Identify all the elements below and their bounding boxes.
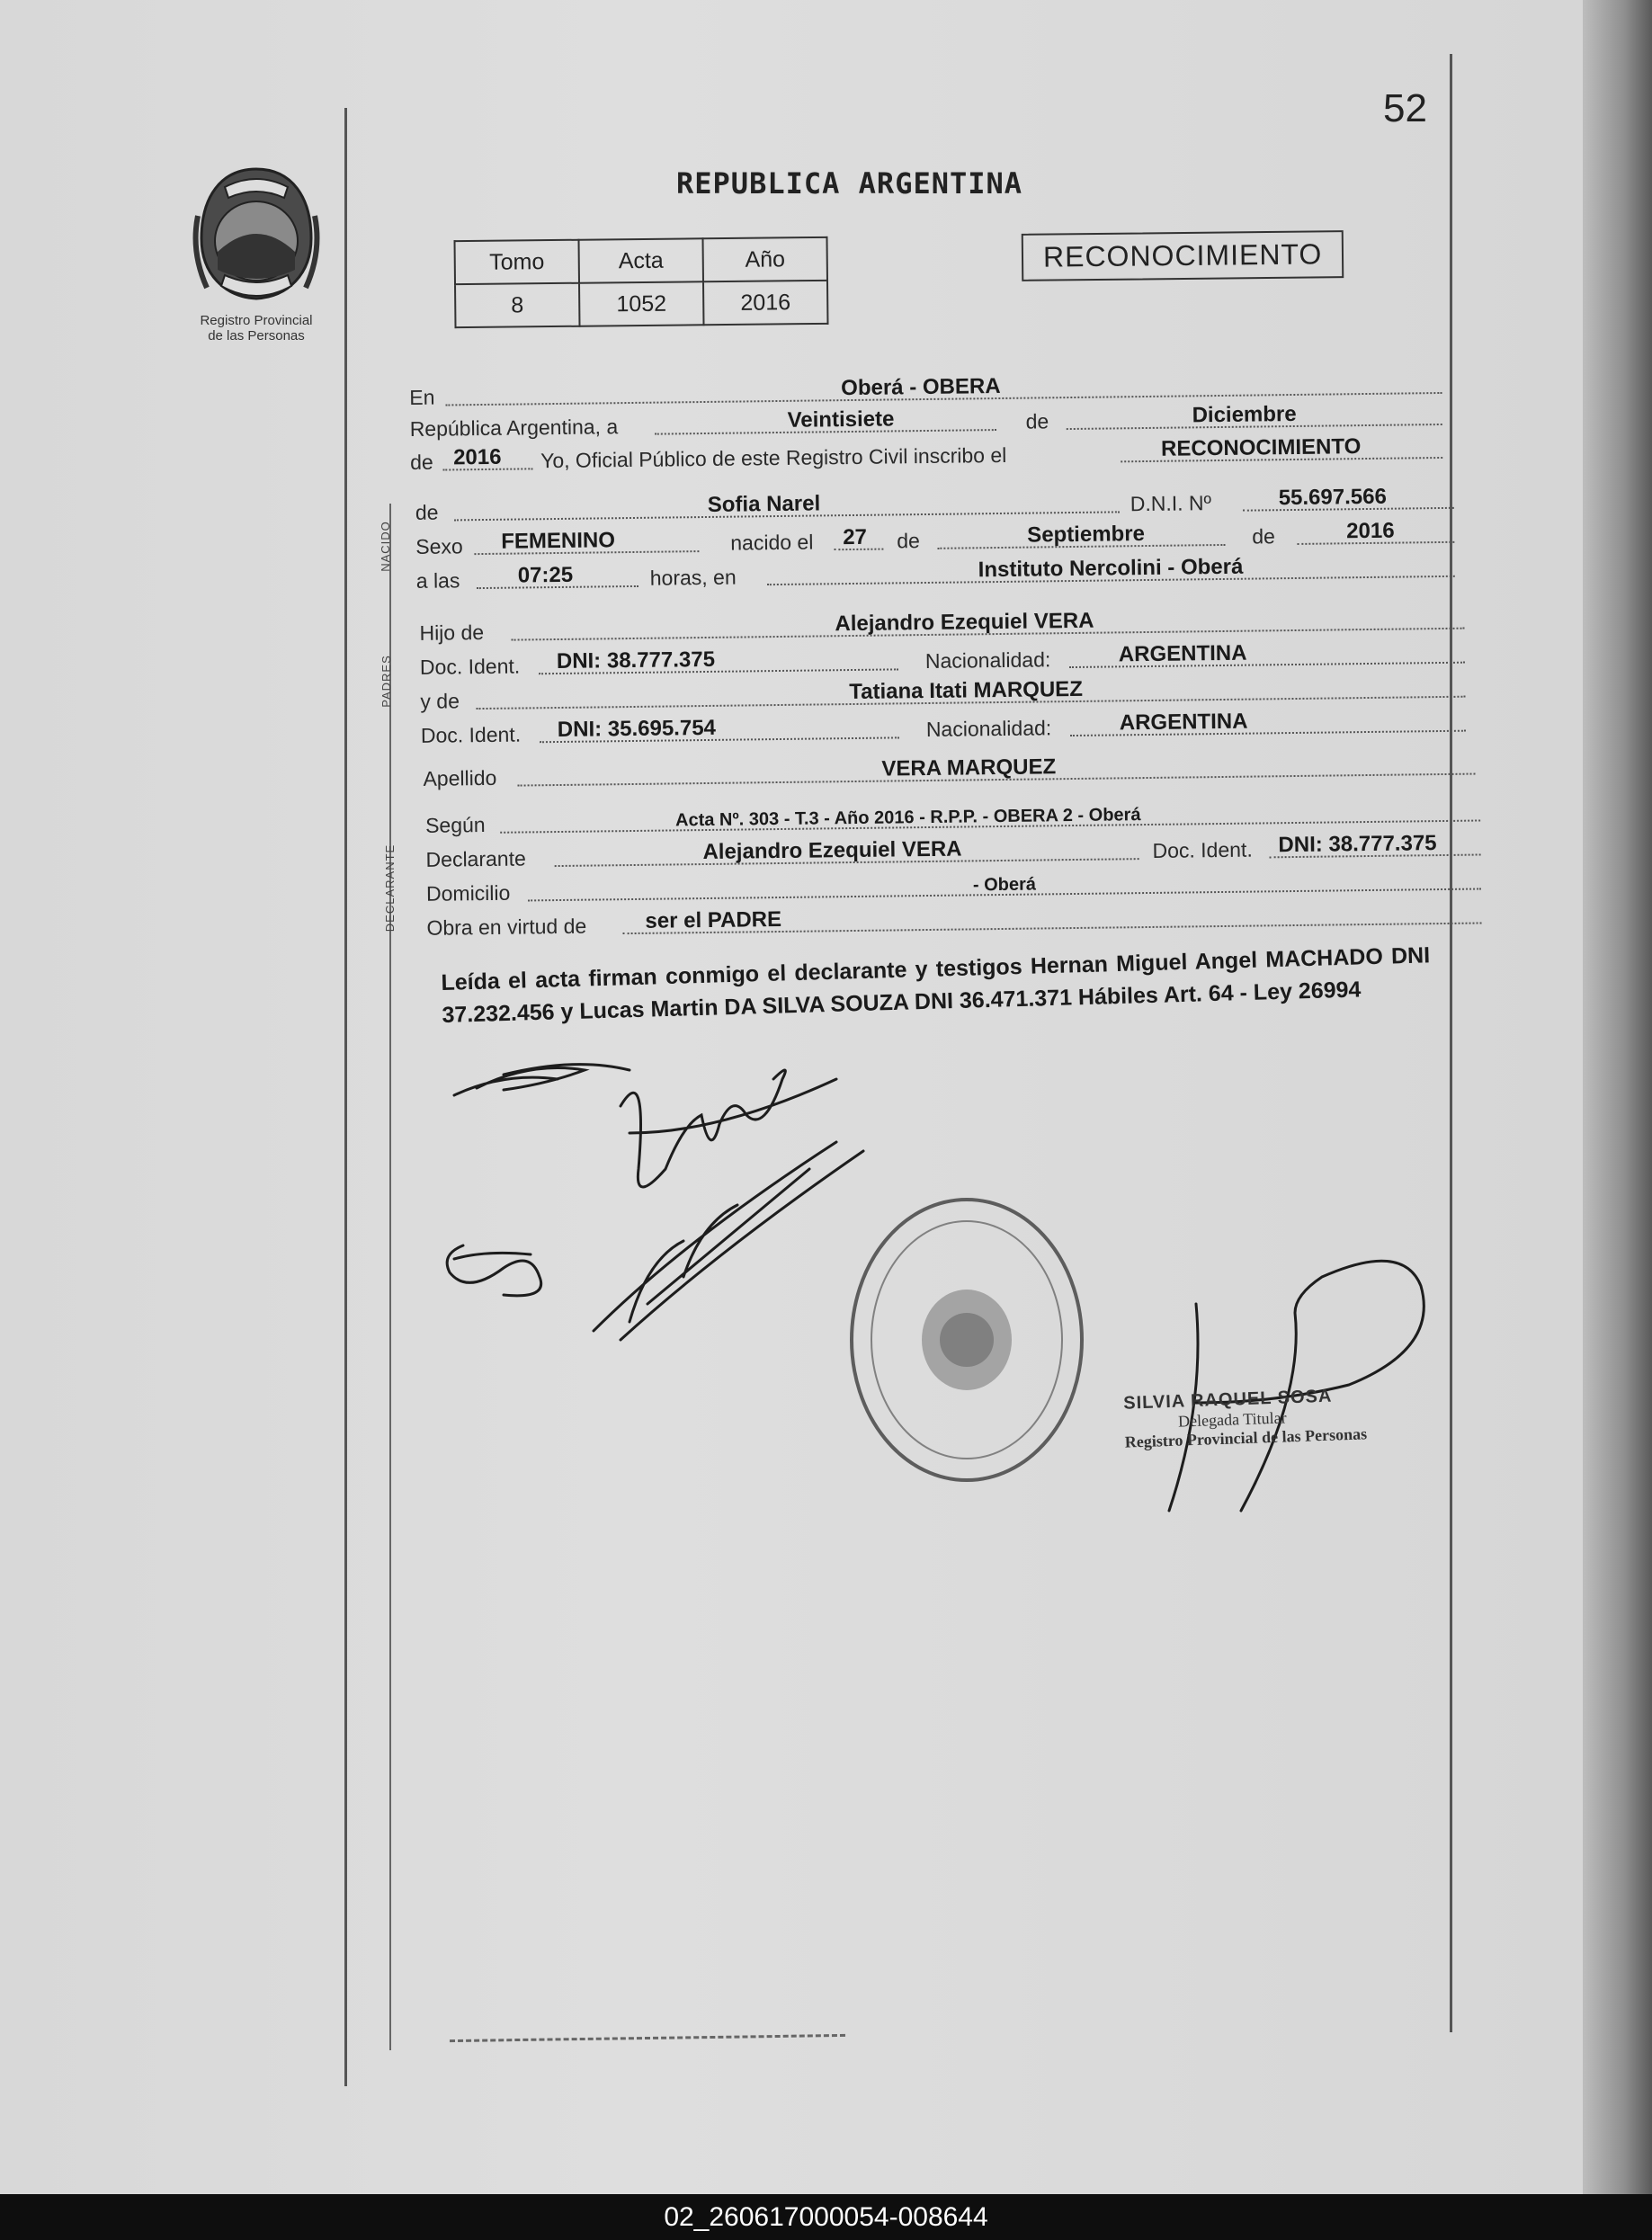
doc-label: Doc. Ident. bbox=[419, 654, 521, 679]
anio-value: 2016 bbox=[452, 444, 502, 470]
inscribo-value: RECONOCIMIENTO bbox=[1160, 434, 1362, 461]
lugar-value: Instituto Nercolini - Oberá bbox=[978, 554, 1244, 583]
official-stamp bbox=[832, 1182, 1102, 1502]
nombre-value: Sofia Narel bbox=[707, 491, 821, 517]
de-label: de bbox=[1025, 409, 1049, 433]
obra-label: Obra en virtud de bbox=[426, 914, 587, 940]
de2-label: de bbox=[410, 450, 433, 474]
value-acta: 1052 bbox=[579, 281, 703, 326]
signature-3 bbox=[447, 1245, 541, 1296]
nacido-label: nacido el bbox=[730, 530, 814, 555]
madre-nac: ARGENTINA bbox=[1119, 709, 1248, 736]
nombre-label: de bbox=[415, 500, 439, 524]
de3-label: de bbox=[897, 529, 921, 553]
official-role: Delegada Titular bbox=[1177, 1408, 1287, 1431]
nacido-dia: 27 bbox=[843, 524, 868, 550]
signature-5 bbox=[1169, 1261, 1424, 1511]
doc2-label: Doc. Ident. bbox=[420, 722, 522, 747]
header-tomo: Tomo bbox=[455, 240, 579, 284]
horas-label: horas, en bbox=[649, 565, 737, 590]
side-label-padres: PADRES bbox=[379, 655, 393, 708]
nac-label: Nacionalidad: bbox=[924, 647, 1051, 674]
dni-label: D.N.I. Nº bbox=[1130, 491, 1212, 516]
sexo-value: FEMENINO bbox=[501, 528, 616, 554]
header-acta: Acta bbox=[579, 238, 703, 282]
official-name: SILVIA RAQUEL SOSA bbox=[1122, 1386, 1333, 1414]
page-number: 52 bbox=[1383, 86, 1427, 130]
en-label: En bbox=[409, 385, 435, 409]
yde-label: y de bbox=[420, 689, 460, 713]
signature-1 bbox=[454, 1065, 630, 1095]
hora-value: 07:25 bbox=[517, 562, 574, 588]
signature-4 bbox=[594, 1142, 863, 1340]
dia-value: Veintisiete bbox=[787, 406, 895, 433]
scan-id-footer: 02_260617000054-008644 bbox=[0, 2194, 1652, 2240]
obra-value: ser el PADRE bbox=[645, 906, 782, 933]
de4-label: de bbox=[1252, 524, 1276, 549]
segun-label: Según bbox=[424, 813, 486, 837]
side-label-nacido: NACIDO bbox=[378, 521, 392, 572]
logo-caption-line1: Registro Provincial bbox=[200, 313, 313, 328]
declarante-doc: DNI: 38.777.375 bbox=[1278, 831, 1437, 858]
value-tomo: 8 bbox=[455, 283, 579, 327]
document-type-box: RECONOCIMIENTO bbox=[1022, 230, 1344, 281]
hijo-label: Hijo de bbox=[419, 620, 485, 645]
yo-label: Yo, Oficial Público de este Registro Civil inscribo el bbox=[540, 442, 1007, 473]
doc3-label: Doc. Ident. bbox=[1152, 837, 1253, 862]
mes-value: Diciembre bbox=[1192, 401, 1297, 428]
en-value: Oberá - OBERA bbox=[841, 373, 1001, 401]
sexo-label: Sexo bbox=[415, 534, 463, 558]
stamp-text bbox=[832, 1182, 1093, 1488]
document-title: REPUBLICA ARGENTINA bbox=[676, 166, 1023, 201]
closing-statement: Leída el acta firman conmigo el declarante y testigos Hernan Miguel Angel MACHADO DNI 37.232.456 y Lucas Martin DA SILVA SOUZA DNI 36.471.371 Hábiles Art. 64 - Ley 26994 bbox=[441, 942, 1431, 1028]
domicilio-label: Domicilio bbox=[425, 880, 511, 906]
padre-nac: ARGENTINA bbox=[1118, 640, 1247, 667]
declarante-value: Alejandro Ezequiel VERA bbox=[702, 836, 962, 865]
header-anio: Año bbox=[702, 237, 826, 281]
nacido-mes: Septiembre bbox=[1027, 522, 1146, 548]
madre-value: Tatiana Itati MARQUEZ bbox=[849, 676, 1084, 705]
apellido-label: Apellido bbox=[423, 765, 497, 790]
logo-caption-line2: de las Personas bbox=[208, 328, 305, 344]
side-label-declarante: DECLARANTE bbox=[383, 843, 397, 933]
madre-doc: DNI: 35.695.754 bbox=[557, 715, 717, 743]
signature-2 bbox=[621, 1070, 836, 1187]
republica-label: República Argentina, a bbox=[409, 415, 619, 441]
value-anio: 2016 bbox=[703, 281, 827, 325]
padre-value: Alejandro Ezequiel VERA bbox=[835, 608, 1094, 637]
padre-doc: DNI: 38.777.375 bbox=[556, 647, 716, 674]
official-signature-block bbox=[1123, 1385, 1367, 1451]
declarante-label: Declarante bbox=[425, 846, 526, 871]
dni-value: 55.697.566 bbox=[1278, 484, 1388, 511]
domicilio-value: - Oberá bbox=[972, 874, 1037, 896]
official-organization: Registro Provincial de las Personas bbox=[1124, 1424, 1368, 1451]
nacido-anio: 2016 bbox=[1346, 518, 1395, 544]
apellido-value: VERA MARQUEZ bbox=[881, 754, 1057, 781]
segun-value: Acta Nº. 303 - T.3 - Año 2016 - R.P.P. - OBERA 2 - Oberá bbox=[674, 805, 1141, 831]
alas-label: a las bbox=[415, 568, 460, 593]
nac2-label: Nacionalidad: bbox=[925, 716, 1052, 742]
